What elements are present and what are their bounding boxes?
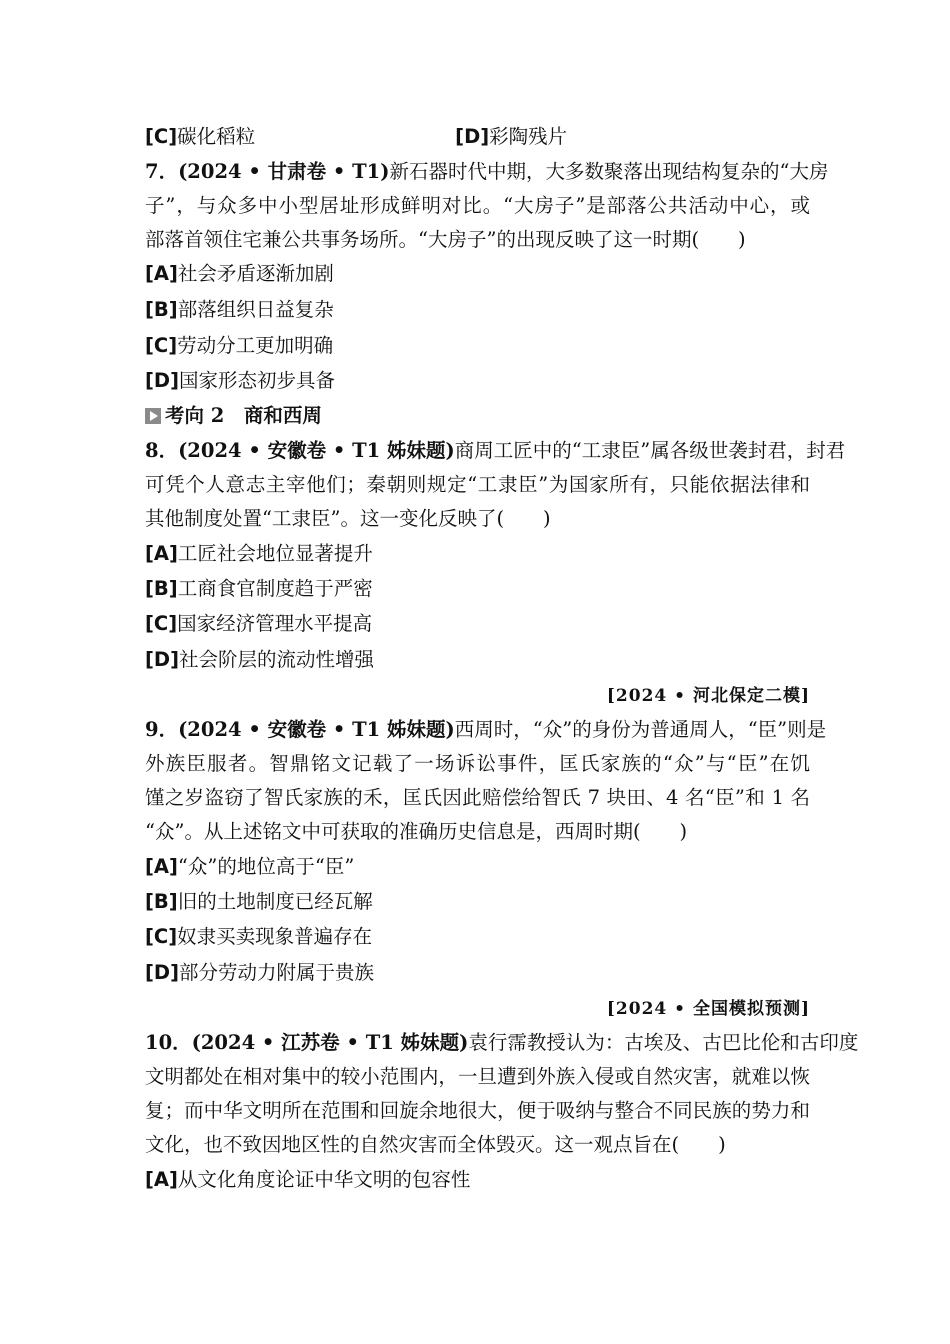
option-text: 劳动分工更加明确 xyxy=(177,334,334,357)
option-d-label: [D] xyxy=(455,125,490,148)
q7-line-1 xyxy=(145,159,829,185)
q7-line-2: 子”，与众多中小型居址形成鲜明对比。“大房子”是部落公共活动中心，或 xyxy=(145,194,810,217)
option-text: 社会矛盾逐渐加剧 xyxy=(177,262,334,285)
option-label: [C] xyxy=(145,334,178,357)
option-label: [A] xyxy=(145,855,178,878)
q7-option-a xyxy=(145,261,810,287)
q7-source: (2024 • 甘肃卷 • T1) xyxy=(178,160,390,183)
option-label: [B] xyxy=(145,577,178,600)
q9-option-b xyxy=(145,889,810,915)
option-text: 国家经济管理水平提高 xyxy=(177,612,373,635)
q9-line-3: 馑之岁盗窃了智氏家族的禾，匡氏因此赔偿给智氏 7 块田、4 名“臣”和 1 名 xyxy=(145,786,810,809)
q9-option-c xyxy=(145,924,810,950)
option-d-text: 彩陶残片 xyxy=(489,125,568,148)
q7-line-3: 部落首领住宅兼公共事务场所。“大房子”的出现反映了这一时期( ) xyxy=(145,228,746,251)
q7-number: 7． xyxy=(145,160,179,183)
q10-stem-1: 袁行霈教授认为：古埃及、古巴比伦和古印度 xyxy=(468,1031,859,1054)
option-text: “众”的地位高于“臣” xyxy=(177,855,355,878)
q10-source: (2024 • 江苏卷 • T1 姊妹题) xyxy=(191,1031,469,1054)
option-c-text: 碳化稻粒 xyxy=(177,125,256,148)
option-label: [A] xyxy=(145,542,178,565)
q10-number: 10． xyxy=(145,1031,192,1054)
q8-number: 8． xyxy=(145,439,179,462)
q7-option-b xyxy=(145,297,810,323)
option-label: [C] xyxy=(145,925,178,948)
section-title: 考向 2 商和西周 xyxy=(165,404,322,427)
q8-line-3: 其他制度处置“工隶臣”。这一变化反映了( ) xyxy=(145,507,551,530)
q8-option-a xyxy=(145,541,810,567)
q8-source: (2024 • 安徽卷 • T1 姊妹题) xyxy=(178,439,455,462)
q7-option-d xyxy=(145,368,810,394)
option-label: [D] xyxy=(145,648,180,671)
option-c-label: [C] xyxy=(145,125,178,148)
option-text: 奴隶买卖现象普遍存在 xyxy=(177,925,373,948)
option-text: 社会阶层的流动性增强 xyxy=(179,648,375,671)
q8-option-b xyxy=(145,576,810,602)
q8-option-c xyxy=(145,611,810,637)
q7-stem-1: 新石器时代中期，大多数聚落出现结构复杂的“大房 xyxy=(389,160,829,183)
option-text: 部分劳动力附属于贵族 xyxy=(179,961,375,984)
option-label: [B] xyxy=(145,298,178,321)
q9-option-a xyxy=(145,854,810,880)
q7-option-c xyxy=(145,333,810,359)
q9-option-d xyxy=(145,960,810,986)
q8-line-2: 可凭个人意志主宰他们；秦朝则规定“工隶臣”为国家所有，只能依据法律和 xyxy=(145,473,810,496)
option-text: 国家形态初步具备 xyxy=(179,369,336,392)
q10-line-3: 复；而中华文明所在范围和回旋余地很大，便于吸纳与整合不同民族的势力和 xyxy=(145,1099,810,1122)
q10-line-1 xyxy=(145,1030,859,1056)
option-text: 旧的土地制度已经瓦解 xyxy=(177,890,373,913)
option-label: [A] xyxy=(145,1168,178,1191)
q9-source: (2024 • 安徽卷 • T1 姊妹题) xyxy=(178,718,455,741)
option-text: 部落组织日益复杂 xyxy=(177,298,334,321)
option-text: 工匠社会地位显著提升 xyxy=(177,542,373,565)
option-label: [D] xyxy=(145,369,180,392)
q10-line-2: 文明都处在相对集中的较小范围内，一旦遭到外族入侵或自然灾害，就难以恢 xyxy=(145,1065,810,1088)
option-text: 从文化角度论证中华文明的包容性 xyxy=(177,1168,471,1191)
q10-line-4: 文化，也不致因地区性的自然灾害而全体毁灭。这一观点旨在( ) xyxy=(145,1133,726,1156)
q9-stem-1: 西周时，“众”的身份为普通周人，“臣”则是 xyxy=(454,718,827,741)
prev-options-row xyxy=(145,124,810,150)
section-heading xyxy=(145,403,810,429)
q9-number: 9． xyxy=(145,718,179,741)
q8-source-tag: [2024 • 河北保定二模] xyxy=(606,686,810,706)
option-text: 工商食官制度趋于严密 xyxy=(177,577,373,600)
q8-option-d xyxy=(145,647,810,673)
q9-source-tag: [2024 • 全国模拟预测] xyxy=(606,999,810,1019)
q9-line-4: “众”。从上述铭文中可获取的准确历史信息是，西周时期( ) xyxy=(145,820,688,843)
q8-line-1 xyxy=(145,438,846,464)
q10-option-a xyxy=(145,1167,810,1193)
q8-stem-1: 商周工匠中的“工隶臣”属各级世袭封君，封君 xyxy=(454,439,846,462)
play-marker-icon xyxy=(145,408,161,424)
option-label: [B] xyxy=(145,890,178,913)
option-label: [C] xyxy=(145,612,178,635)
q9-line-1 xyxy=(145,717,827,743)
option-label: [A] xyxy=(145,262,178,285)
q9-line-2: 外族臣服者。智鼎铭文记载了一场诉讼事件，匡氏家族的“众”与“臣”在饥 xyxy=(145,752,810,775)
option-label: [D] xyxy=(145,961,180,984)
